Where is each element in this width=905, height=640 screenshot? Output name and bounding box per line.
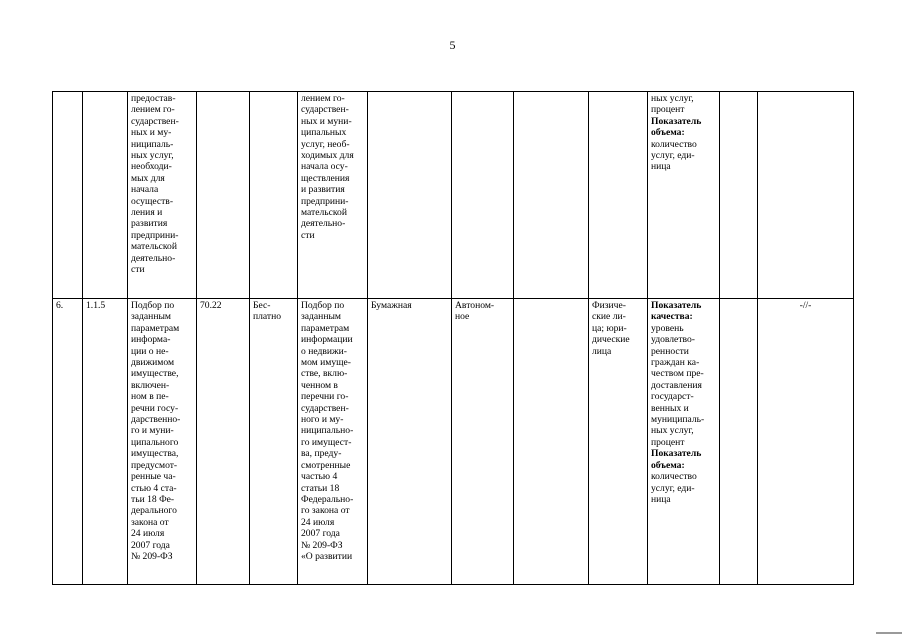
indicator-line: услуг, еди- bbox=[651, 150, 695, 162]
indicator-line: доставления bbox=[651, 379, 702, 391]
service-content-cell: лением го- сударствен- ных и муни- ципальных услуг, необ- ходимых для начала осу- ществления и развития предприни- мательской деятельно- сти bbox=[298, 92, 368, 299]
payment-cell: Бес- платно bbox=[250, 299, 298, 585]
indicator-line: ных услуг, bbox=[651, 425, 694, 437]
indicator-line: удовлетво- bbox=[651, 334, 695, 346]
indicator-line: ница bbox=[651, 161, 671, 173]
indicator-line: количество bbox=[651, 471, 697, 483]
indicator-line: уровень bbox=[651, 322, 684, 334]
code-cell bbox=[83, 92, 128, 299]
form-cell bbox=[368, 92, 452, 299]
indicator-line: качества: bbox=[651, 311, 693, 323]
indicator-line: объема: bbox=[651, 459, 685, 471]
empty-cell bbox=[514, 299, 589, 585]
indicator-line: граждан ка- bbox=[651, 357, 700, 369]
table-row bbox=[53, 92, 854, 299]
form-cell: Бумажная bbox=[368, 299, 452, 585]
indicator-line: муниципаль- bbox=[651, 414, 705, 426]
empty-cell bbox=[514, 92, 589, 299]
code-cell: 1.1.5 bbox=[83, 299, 128, 585]
indicator-line: ренности bbox=[651, 345, 689, 357]
empty-cell bbox=[720, 92, 758, 299]
indicator-line: процент bbox=[651, 104, 685, 116]
indicator-line: услуг, еди- bbox=[651, 482, 695, 494]
payment-cell bbox=[250, 92, 298, 299]
service-content-cell: Подбор по заданным параметрам информации о недвижи- мом имуще- стве, вклю- ченном в перечни го- сударствен- ного и му- ниципально- го имущест- ва, преду- смотренные частью 4 статьи 18 Федерально- го закона от 24 июля 2007 года № 209-ФЗ «О развитии bbox=[298, 299, 368, 585]
consumers-cell bbox=[589, 92, 648, 299]
service-name-cell: предостав- лением го- сударствен- ных и му- ниципаль- ных услуг, необходи- мых для начала осуществ- ления и развития предприни- мательской деятельно- сти bbox=[128, 92, 197, 299]
indicator-line: государст- bbox=[651, 391, 694, 403]
type-cell: Автоном- ное bbox=[452, 299, 514, 585]
page-number: 5 bbox=[449, 38, 456, 52]
okved-cell: 70.22 bbox=[197, 299, 250, 585]
okved-cell bbox=[197, 92, 250, 299]
service-name-cell: Подбор по заданным параметрам информа- ции о не- движимом имуществе, включен- ном в пе- речни госу- дарственно- го и муни- ципального имущества, предусмот- ренные ча- стью 4 ста- тьи 18 Фе- дерального закона от 24 июля 2007 года № 209-ФЗ bbox=[128, 299, 197, 585]
indicator-line: Показатель bbox=[651, 300, 702, 311]
row-number-cell bbox=[53, 92, 83, 299]
indicator-line: чеством пре- bbox=[651, 368, 704, 380]
indicators-cell bbox=[648, 299, 720, 585]
indicator-line: объема: bbox=[651, 127, 685, 139]
note-cell bbox=[758, 92, 854, 299]
indicator-line: процент bbox=[651, 436, 685, 448]
indicator-line: ных услуг, bbox=[651, 93, 694, 104]
indicator-line: венных и bbox=[651, 402, 689, 414]
row-number-cell: 6. bbox=[53, 299, 83, 585]
table-row bbox=[53, 299, 854, 585]
indicator-line: Показатель bbox=[651, 115, 702, 127]
indicator-line: Показатель bbox=[651, 448, 702, 460]
consumers-cell: Физиче- ские ли- ца; юри- дические лица bbox=[589, 299, 648, 585]
indicators-cell bbox=[648, 92, 720, 299]
indicator-line: ница bbox=[651, 493, 671, 505]
type-cell bbox=[452, 92, 514, 299]
services-table bbox=[52, 91, 854, 585]
scan-edge-mark bbox=[876, 632, 902, 634]
note-cell: -//- bbox=[758, 299, 854, 585]
indicator-line: количество bbox=[651, 138, 697, 150]
empty-cell bbox=[720, 299, 758, 585]
